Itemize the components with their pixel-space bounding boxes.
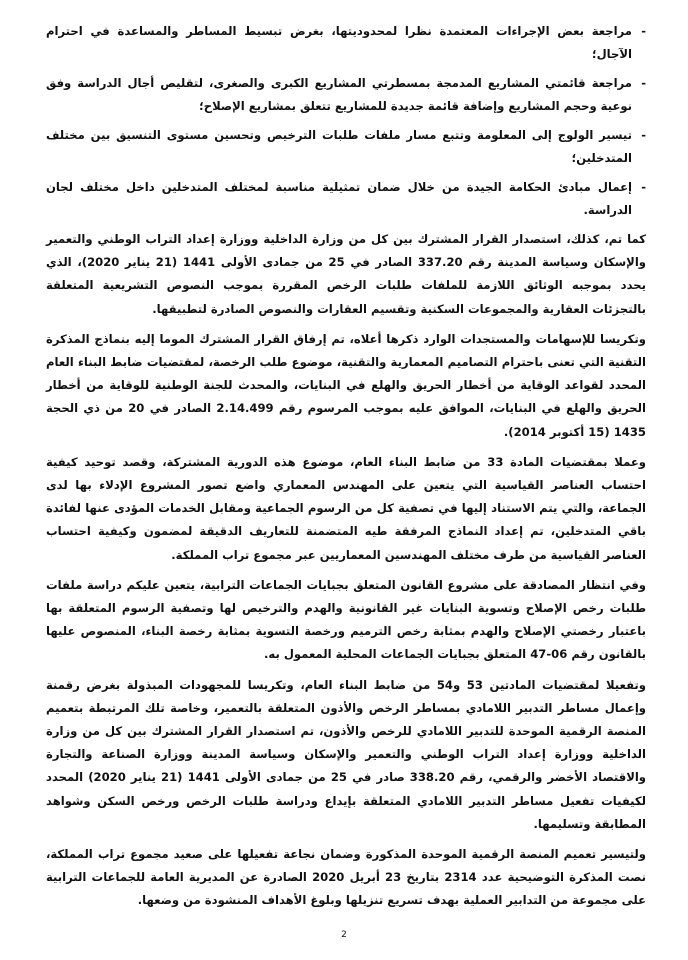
paragraph: وعملا بمقتضيات المادة 33 من ضابط البناء العام، موضوع هذه الدورية المشتركة، وقصد توحيد كيفية احتساب العناصر القياسية التي يتعين على المهندس المعماري واضع تصور المشروع الإدلاء بها لدى الجماعة، والتي يتم الاستناد إليها في تصفية كل من الرسوم الجماعية ومقابل الخدمات المؤدى عنها لفائدة باقي المتدخلين، تم إعداد النماذج المرفقة طيه المتضمنة للتعاريف الدقيقة لمضمون وكيفية احتساب العناصر القياسية من طرف مختلف المهندسين المعماريين عبر مجموع تراب المملكة. bbox=[46, 454, 647, 562]
paragraph: وفي انتظار المصادقة على مشروع القانون المتعلق بجبايات الجماعات الترابية، يتعين عليكم دراسة ملفات طلبات رخص الإصلاح وتسوية البنايات غير القانونية والهدم والترخيص لها وتصفية الرسوم المتعلقة بها باعتبار رخصتي الإصلاح والهدم بمثابة رخص الترميم ورخصة التسوية بمثابة رخصة البناء، المنصوص عليها بالقانون رقم 06-47 المتعلق بجبايات الجماعات المحلية المعمول به. bbox=[46, 577, 646, 662]
bullet-text: تيسير الولوج إلى المعلومة وتتبع مسار ملفات طلبات الترخيص وتحسين مستوى التنسيق بين مختلف المتدخلين؛ bbox=[46, 128, 632, 165]
bullet-dash: - bbox=[641, 24, 646, 38]
paragraph: وتفعيلا لمقتضيات المادتين 53 و54 من ضابط البناء العام، وتكريسا للمجهودات المبذولة بغرض رقمنة وإعمال مساطر التدبير اللامادي بمساطر الرخص والأذون المتعلقة بالتعمير، وخاصة تلك المرتبطة بتعميم المنصة الرقمية الموحدة للتدبير اللامادي للرخص والأذون، تم استصدار القرار المشترك بين كل من وزارة الداخلية ووزارة إعداد التراب الوطني والتعمير والإسكان وسياسة المدينة ووزارة الصناعة والتجارة والاقتصاد الأخضر والرقمي، رقم 338.20 صادر في 25 من جمادى الأولى 1441 (21 يناير 2020) المحدد لكيفيات تفعيل مساطر التدبير اللامادي المتعلقة بإيداع ودراسة طلبات الرخص ورخص السكن وشواهد المطابقة وتسليمها. bbox=[46, 677, 647, 831]
bullet-list bbox=[46, 20, 646, 222]
paragraph: وتكريسا للإسهامات والمستجدات الوارد ذكرها أعلاه، تم إرفاق القرار المشترك الموما إليه بنماذج المذكرة التقنية التي تعنى باحترام التصاميم المعمارية والتقنية، موضوع طلب الرخصة، لمقتضيات ضابط البناء العام المحدد لقواعد الوقاية من أخطار الحريق والهلع في البنايات، والمحدث للجنة الوطنية للوقاية من أخطار الحريق والهلع في البنايات، الموافق عليه بموجب المرسوم رقم 2.14.499 الصادر في 20 من ذي الحجة 1435 (15 أكتوبر 2014). bbox=[46, 331, 646, 439]
bullet-text: إعمال مبادئ الحكامة الجيدة من خلال ضمان تمثيلية مناسبة لمختلف المتدخلين داخل مختلف لجان الدراسة. bbox=[46, 180, 632, 217]
bullet-item bbox=[46, 20, 646, 66]
bullet-text: مراجعة بعض الإجراءات المعتمدة نظرا لمحدوديتها، بغرض تبسيط المساطر والمساعدة في احترام الآجال؛ bbox=[46, 24, 632, 61]
page-number: 2 bbox=[341, 930, 347, 940]
paragraph: كما تم، كذلك، استصدار القرار المشترك بين كل من وزارة الداخلية ووزارة إعداد التراب الوطني والتعمير والإسكان وسياسة المدينة رقم 337.20 الصادر في 25 من جمادى الأولى 1441 (21 يناير 2020)، الذي يحدد بموجبه الوثائق اللازمة للملفات طلبات الرخص المقررة بموجب النصوص التشريعية المتعلقة بالتجزئات العقارية والمجموعات السكنية وتقسيم العقارات والنصوص الصادرة لتطبيقها. bbox=[46, 232, 646, 316]
bullet-item bbox=[46, 176, 646, 222]
bullet-dash: - bbox=[641, 180, 646, 194]
bullet-dash: - bbox=[641, 76, 646, 90]
bullet-item bbox=[46, 72, 646, 118]
paragraph: ولتيسير تعميم المنصة الرقمية الموحدة المذكورة وضمان نجاعة تفعيلها على صعيد مجموع تراب المملكة، نصت المذكرة التوضيحية عدد 2314 بتاريخ 23 أبريل 2020 الصادرة عن المديرية العامة للجماعات الترابية على مجموعة من التدابير العملية بهدف تسريع تنزيلها وبلوغ الأهداف المنشودة من وضعها. bbox=[46, 847, 646, 908]
bullet-item bbox=[46, 124, 646, 170]
bullet-text: مراجعة قائمتي المشاريع المدمجة بمسطرتي المشاريع الكبرى والصغرى، لتقليص أجال الدراسة وفق نوعية وحجم المشاريع وإضافة قائمة جديدة للمشاريع تتعلق بمشاريع الإصلاح؛ bbox=[46, 76, 632, 113]
bullet-dash: - bbox=[641, 128, 646, 142]
